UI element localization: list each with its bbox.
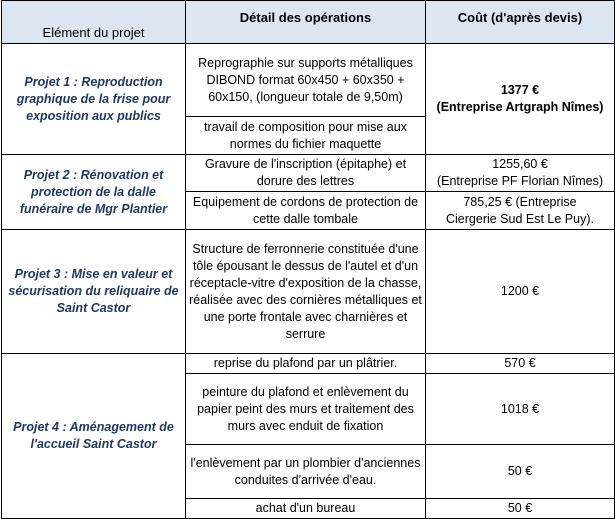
project-2-operation-2-cost-line-2: Ciergerie Sud Est Le Puy). [446, 211, 594, 226]
header-cost: Coût (d'après devis) [426, 1, 615, 44]
project-1-cost-company: (Entreprise Artgraph Nîmes) [436, 100, 604, 114]
project-4-operation-3-cost: 50 € [426, 445, 615, 499]
table-row [2, 44, 615, 117]
header-detail: Détail des opérations [186, 1, 426, 44]
table-row [2, 230, 615, 354]
project-4-operation-2-cost: 1018 € [426, 374, 615, 445]
project-4-title: Projet 4 : Aménagement de l'accueil Saint Castor [2, 354, 186, 519]
project-2-operation-2-cost [426, 192, 615, 230]
project-1-title: Projet 1 : Reproduction graphique de la frise pour exposition aux publics [2, 44, 186, 155]
project-4-operation-3: l'enlèvement par un plombier d'anciennes conduites d'arrivée d'eau. [186, 445, 426, 499]
table-row [2, 155, 615, 192]
project-1-cost-amount: 1377 € [500, 83, 540, 97]
project-2-operation-1-cost-company: (Entreprise PF Florian Nîmes) [436, 174, 603, 188]
project-4-operation-4-cost: 50 € [426, 499, 615, 519]
project-4-operation-1: reprise du plafond par un plâtrier. [186, 354, 426, 374]
table-row [2, 354, 615, 374]
project-4-operation-1-cost: 570 € [426, 354, 615, 374]
header-row [2, 1, 615, 44]
project-1-cost [426, 44, 615, 155]
project-1-operation-2: travail de composition pour mise aux normes du fichier maquette [186, 117, 426, 155]
project-2-title: Projet 2 : Rénovation et protection de la dalle funéraire de Mgr Plantier [2, 155, 186, 230]
project-2-operation-2: Equipement de cordons de protection de cette dalle tombale [186, 192, 426, 230]
project-2-operation-1-cost [426, 155, 615, 192]
project-2-operation-1: Gravure de l'inscription (épitaphe) et dorure des lettres [186, 155, 426, 192]
project-3-cost: 1200 € [426, 230, 615, 354]
project-3-operation-1: Structure de ferronnerie constituée d'une tôle épousant le dessus de l'autel et d'un réceptacle-vitre d'exposition de la chasse, réalisée avec des cornières métalliques et une porte frontale avec charnières et serrure [186, 230, 426, 354]
project-4-operation-2: peinture du plafond et enlèvement du papier peint des murs et traitement des murs avec enduit de fixation [186, 374, 426, 445]
project-3-title: Projet 3 : Mise en valeur et sécurisation du reliquaire de Saint Castor [2, 230, 186, 354]
project-cost-table [1, 0, 615, 519]
project-4-operation-4: achat d'un bureau [186, 499, 426, 519]
project-1-operation-1: Reprographie sur supports métalliques DIBOND format 60x450 + 60x350 + 60x150, (longueur totale de 9,50m) [186, 44, 426, 117]
project-2-operation-1-cost-amount: 1255,60 € [492, 157, 548, 171]
project-2-operation-2-cost-line-1: 785,25 € (Entreprise [463, 194, 577, 209]
header-element: Elément du projet [2, 1, 186, 44]
